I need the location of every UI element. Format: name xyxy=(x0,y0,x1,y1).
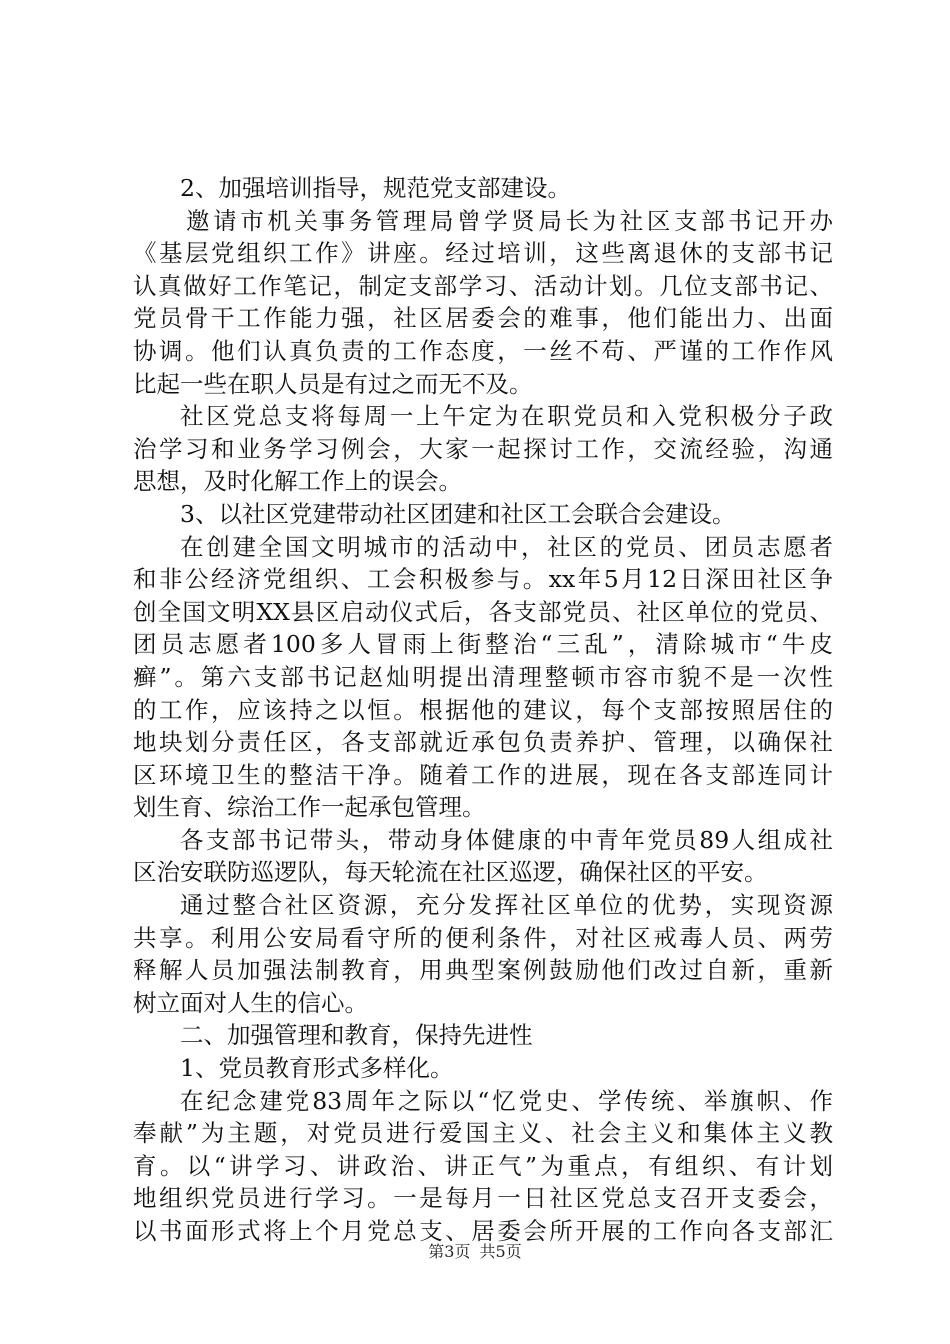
text-line: 认真做好工作笔记，制定支部学习、活动计划。几位支部书记、 xyxy=(133,271,833,300)
page-number: 第3页 xyxy=(428,1242,471,1261)
text-line: 地组织党员进行学习。一是每月一日社区党总支召开支委会， xyxy=(133,1184,833,1213)
text-line: 区治安联防巡逻队，每天轮流在社区巡逻，确保社区的平安。 xyxy=(133,858,768,887)
text-line: 的工作，应该持之以恒。根据他的建议，每个支部按照居住的 xyxy=(133,695,833,724)
text-line: 树立面对人生的信心。 xyxy=(133,988,368,1017)
text-line: 共享。利用公安局看守所的便利条件，对社区戒毒人员、两劳 xyxy=(133,923,833,952)
text-line: 协调。他们认真负责的工作态度，一丝不苟、严谨的工作作风 xyxy=(133,336,833,365)
text-line: 在纪念建党83周年之际以“忆党史、学传统、举旗帜、作 xyxy=(180,1086,833,1115)
text-line: 创全国文明XX县区启动仪式后，各支部党员、社区单位的党员、 xyxy=(133,597,833,626)
heading-line: 二、加强管理和教育，保持先进性 xyxy=(180,1021,533,1050)
text-line: 思想，及时化解工作上的误会。 xyxy=(133,467,462,496)
text-line: 团员志愿者100多人冒雨上街整治“三乱”，清除城市“牛皮 xyxy=(133,630,833,659)
text-line: 在创建全国文明城市的活动中，社区的党员、团员志愿者 xyxy=(180,532,833,561)
heading-line: 1、党员教育形式多样化。 xyxy=(180,1054,454,1083)
page-total: 共5页 xyxy=(479,1242,522,1261)
text-line: 党员骨干工作能力强，社区居委会的难事，他们能出力、出面 xyxy=(133,304,833,333)
text-line: 社区党总支将每周一上午定为在职党员和入党积极分子政 xyxy=(180,402,833,431)
text-line: 和非公经济党组织、工会积极参与。xx年5月12日深田社区争 xyxy=(133,565,833,594)
text-line: 释解人员加强法制教育，用典型案例鼓励他们改过自新，重新 xyxy=(133,956,833,985)
text-line: 划生育、综治工作一起承包管理。 xyxy=(133,793,486,822)
text-line: 区环境卫生的整洁干净。随着工作的进展，现在各支部连同计 xyxy=(133,760,833,789)
text-line: 各支部书记带头，带动身体健康的中青年党员89人组成社 xyxy=(180,825,833,854)
text-line: 比起一些在职人员是有过之而无不及。 xyxy=(133,369,533,398)
text-line: 通过整合社区资源，充分发挥社区单位的优势，实现资源 xyxy=(180,891,833,920)
text-line: 《基层党组织工作》讲座。经过培训，这些离退休的支部书记 xyxy=(133,239,833,268)
heading-line: 2、加强培训指导，规范党支部建设。 xyxy=(180,174,571,202)
heading-line: 3、以社区党建带动社区团建和社区工会联合会建设。 xyxy=(180,499,736,528)
page-footer xyxy=(0,1242,950,1262)
text-line: 以书面形式将上个月党总支、居委会所开展的工作向各支部汇 xyxy=(133,1217,833,1245)
text-line: 地块划分责任区，各支部就近承包负责养护、管理，以确保社 xyxy=(133,728,833,757)
text-line: 邀请市机关事务管理局曾学贤局长为社区支部书记开办 xyxy=(186,206,833,235)
text-line: 治学习和业务学习例会，大家一起探讨工作，交流经验，沟通 xyxy=(133,434,833,463)
text-line: 育。以“讲学习、讲政治、讲正气”为重点，有组织、有计划 xyxy=(133,1151,833,1180)
text-line: 癣”。第六支部书记赵灿明提出清理整顿市容市貌不是一次性 xyxy=(133,662,833,691)
text-line: 奉献”为主题，对党员进行爱国主义、社会主义和集体主义教 xyxy=(133,1119,833,1148)
document-body xyxy=(133,172,833,1248)
